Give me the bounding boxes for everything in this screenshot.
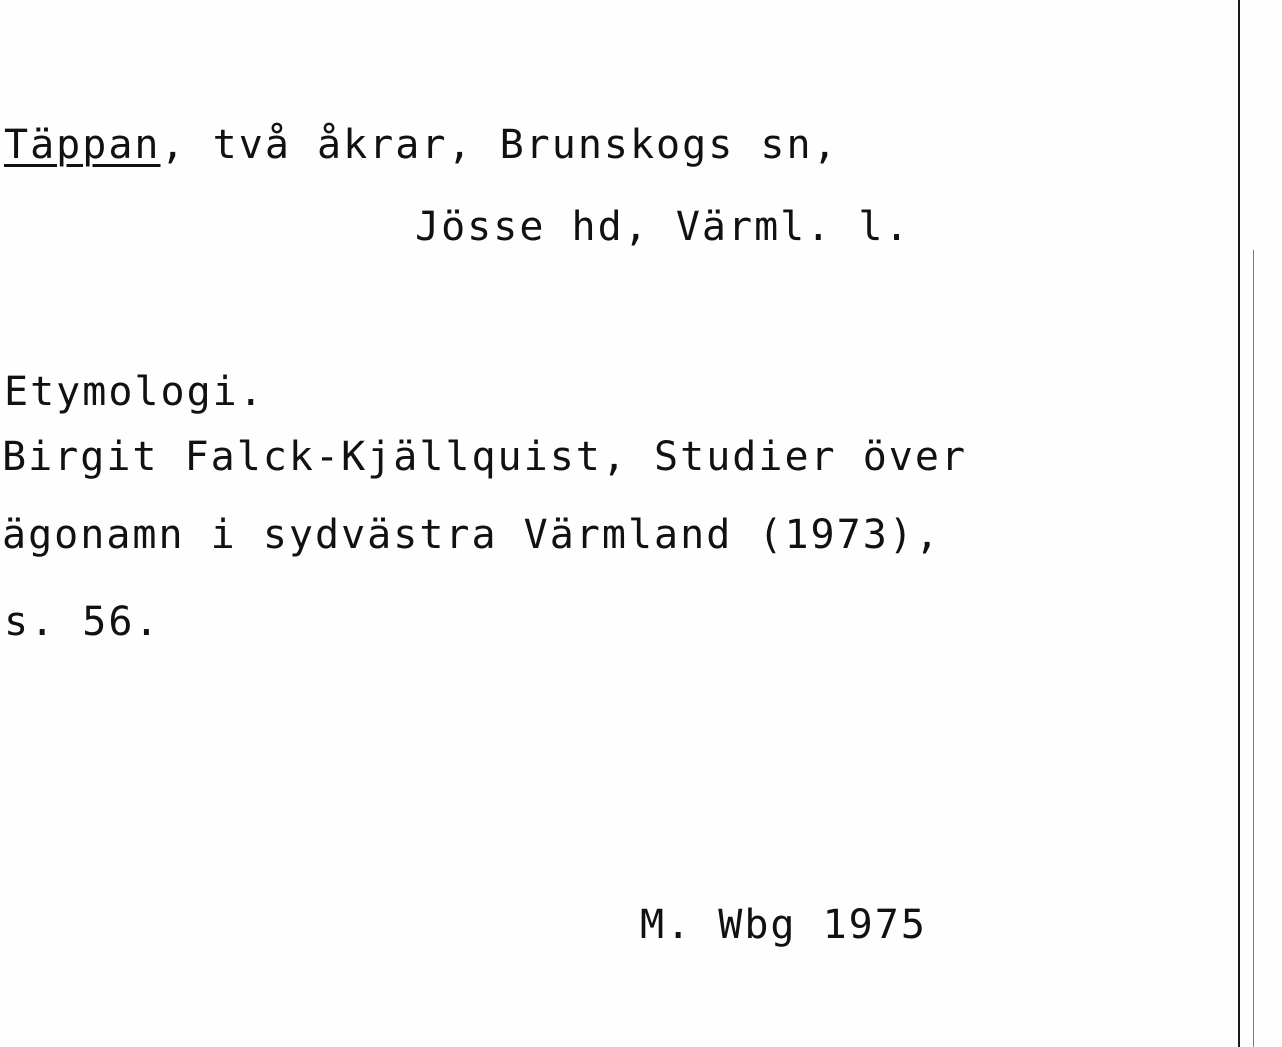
etymology-reference-line-1: Birgit Falck-Kjällquist, Studier över [2, 434, 968, 480]
headword-term: Täppan [4, 122, 161, 168]
card-right-border-secondary [1253, 250, 1254, 1047]
headword-line [4, 122, 839, 168]
card-right-border [1238, 0, 1240, 1047]
headword-gloss: , två åkrar, Brunskogs sn, [160, 122, 839, 168]
etymology-reference-line-3: s. 56. [4, 599, 161, 645]
etymology-label: Etymologi. [4, 369, 265, 415]
etymology-reference-line-2: ägonamn i sydvästra Värmland (1973), [2, 512, 941, 558]
headword-location-line: Jösse hd, Värml. l. [415, 204, 911, 250]
signature-line: M. Wbg 1975 [640, 902, 927, 948]
